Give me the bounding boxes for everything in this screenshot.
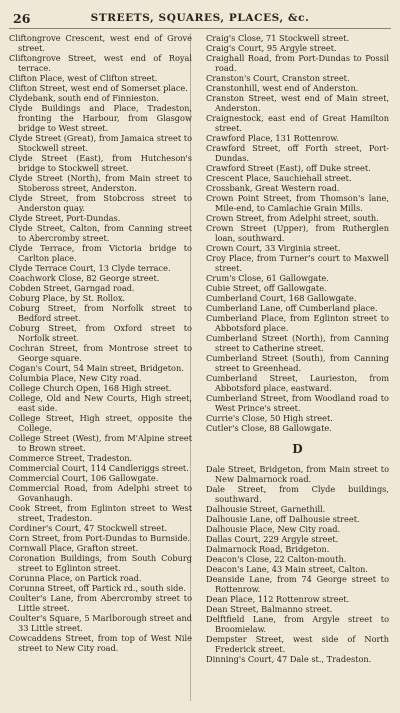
street-entry: Dempster Street, west side of North Frederick street. — [206, 634, 389, 654]
street-entry: Cobden Street, Garngad road. — [9, 283, 135, 293]
street-entry: Coburg Street, from Norfolk street to Bedford street. — [9, 303, 192, 323]
street-entry: Commercial Court, 114 Candleriggs street. — [9, 463, 189, 473]
street-entry: Deacon's Lane, 43 Main street, Calton. — [206, 564, 369, 574]
street-entry: Commercial Court, 106 Gallowgate. — [9, 473, 159, 483]
street-entry: Crossbank, Great Western road. — [206, 183, 340, 193]
street-entry: Delftfield Lane, from Argyle street to Broomielaw. — [206, 614, 389, 634]
right-column-top — [206, 33, 389, 433]
street-entry: Dalhousie Lane, off Dalhousie street. — [206, 514, 360, 524]
street-entry: Cliftongrove Street, west end of Royal terrace. — [9, 53, 192, 73]
street-entry: Clyde Terrace, from Victoria bridge to Carlton place. — [9, 243, 192, 263]
right-column — [206, 33, 389, 707]
street-entry: Clyde Street (East), from Hutcheson's bridge to Stockwell street. — [9, 153, 192, 173]
street-entry: Dean Street, Balmanno street. — [206, 604, 333, 614]
street-entry: Cliftongrove Crescent, west end of Grove street. — [9, 33, 192, 53]
street-entry: Cubie Street, off Gallowgate. — [206, 283, 327, 293]
street-entry: Cutler's Close, 88 Gallowgate. — [206, 423, 332, 433]
street-entry: Cumberland Lane, off Cumberland place. — [206, 303, 378, 313]
street-entry: Clyde Street (North), from Main street to Stobeross street, Anderston. — [9, 173, 192, 193]
street-entry: Cumberland Street (South), from Canning street to Greenhead. — [206, 353, 389, 373]
street-entry: Corn Street, from Port-Dundas to Burnside. — [9, 533, 191, 543]
street-entry: Cumberland Street, from Woodland road to West Prince's street. — [206, 393, 389, 413]
street-entry: Dalhousie Street, Garnethill. — [206, 504, 326, 514]
street-entry: Corunna Place, on Partick road. — [9, 573, 142, 583]
street-entry: Cordiner's Court, 47 Stockwell street. — [9, 523, 168, 533]
street-entry: Coburg Street, from Oxford street to Norfolk street. — [9, 323, 192, 343]
street-entry: Clyde Street, Port-Dundas. — [9, 213, 121, 223]
street-entry: Clifton Street, west end of Somerset place. — [9, 83, 188, 93]
right-column-bottom — [206, 464, 389, 664]
street-entry: Dalhousie Place, New City road. — [206, 524, 341, 534]
street-entry: Crawford Street (East), off Duke street. — [206, 163, 371, 173]
street-entry: Coronation Buildings, from South Coburg street to Eglinton street. — [9, 553, 192, 573]
street-entry: Crown Street (Upper), from Rutherglen loan, southward. — [206, 223, 389, 243]
street-entry: Dinning's Court, 47 Dale st., Tradeston. — [206, 654, 372, 664]
street-entry: Clyde Buildings and Place, Tradeston, fronting the Harbour, from Glasgow bridge to West street. — [9, 103, 192, 133]
street-entry: Crum's Close, 61 Gallowgate. — [206, 273, 329, 283]
street-entry: Crawford Place, 131 Rottenrow. — [206, 133, 339, 143]
street-entry: Deanside Lane, from 74 George street to Rottenrow. — [206, 574, 389, 594]
street-entry: Clyde Street, from Stobcross street to Anderston quay. — [9, 193, 192, 213]
street-entry: Craig's Close, 71 Stockwell street. — [206, 33, 350, 43]
street-entry: College, Old and New Courts, High street, east side. — [9, 393, 192, 413]
street-entry: Commercial Road, from Adelphi street to Govanhaugh. — [9, 483, 192, 503]
street-entry: Coachwork Close, 82 George street. — [9, 273, 160, 283]
page-number: 26 — [13, 11, 31, 26]
section-letter: D — [292, 442, 303, 456]
street-entry: Craig's Court, 95 Argyle street. — [206, 43, 337, 53]
street-entry: Crescent Place, Sauchiehall street. — [206, 173, 352, 183]
street-entry: Dallas Court, 229 Argyle street. — [206, 534, 339, 544]
street-entry: Corunna Street, off Partick rd., south side. — [9, 583, 186, 593]
street-entry: Coulter's Square, 5 Marlborough street and 33 Little street. — [9, 613, 192, 633]
street-entry: Cumberland Court, 168 Gallowgate. — [206, 293, 357, 303]
page-header — [9, 8, 391, 29]
street-entry: Crown Court, 33 Virginia street. — [206, 243, 341, 253]
street-entry: College Street (West), from M'Alpine street to Brown street. — [9, 433, 192, 453]
street-entry: Clifton Place, west of Clifton street. — [9, 73, 158, 83]
street-entry: Crawford Street, off Forth street, Port-Dundas. — [206, 143, 389, 163]
street-entry: Dale Street, from Clyde buildings, southward. — [206, 484, 389, 504]
street-entry: Cochran Street, from Montrose street to George square. — [9, 343, 192, 363]
street-entry: Clyde Street, Calton, from Canning street to Abercromby street. — [9, 223, 192, 243]
street-entry: Dalmarnock Road, Bridgeton. — [206, 544, 330, 554]
street-entry: Cogan's Court, 54 Main street, Bridgeton. — [9, 363, 184, 373]
street-entry: Deacon's Close, 22 Calton-mouth. — [206, 554, 347, 564]
street-entry: Coulter's Lane, from Abercromby street to Little street. — [9, 593, 192, 613]
street-entry: Commerce Street, Tradeston. — [9, 453, 133, 463]
street-entry: Cook Street, from Eglinton street to West street, Tradeston. — [9, 503, 192, 523]
street-entry: Coburg Place, by St. Rollox. — [9, 293, 126, 303]
street-entry: Crown Street, from Adelphi street, south. — [206, 213, 379, 223]
street-entry: Cornwall Place, Grafton street. — [9, 543, 139, 553]
street-entry: Clyde Street (Great), from Jamaica street to Stockwell street. — [9, 133, 192, 153]
street-entry: Clyde Terrace Court, 13 Clyde terrace. — [9, 263, 171, 273]
street-entry: Cumberland Place, from Eglinton street to Abbotsford place. — [206, 313, 389, 333]
street-entry: Dean Place, 112 Rottenrow street. — [206, 594, 350, 604]
street-entry: College Street, High street, opposite the College. — [9, 413, 192, 433]
street-entry: Columbia Place, New City road. — [9, 373, 142, 383]
left-column — [9, 33, 192, 707]
street-entry: Cranston's Court, Cranston street. — [206, 73, 350, 83]
street-entry: Craighall Road, from Port-Dundas to Possil road. — [206, 53, 389, 73]
street-entry: Cranston Street, west end of Main street, Anderston. — [206, 93, 389, 113]
street-entry: Crown Point Street, from Thomson's lane, Mile-end, to Camlachie Grain Mills. — [206, 193, 389, 213]
street-entry: Cumberland Street, Laurieston, from Abbotsford place, eastward. — [206, 373, 389, 393]
street-entry: Dale Street, Bridgeton, from Main street to New Dalmarnock road. — [206, 464, 389, 484]
street-entry: Currie's Close, 50 High street. — [206, 413, 333, 423]
street-entry: Cumberland Street (North), from Canning street to Catherine street. — [206, 333, 389, 353]
street-entry: Croy Place, from Turner's court to Maxwell street. — [206, 253, 389, 273]
street-entry: Cranstonhill, west end of Anderston. — [206, 83, 359, 93]
street-entry: Cowcaddens Street, from top of West Nile street to New City road. — [9, 633, 192, 653]
running-head: STREETS, SQUARES, PLACES, &c. — [90, 12, 310, 24]
street-entry: Clydebank, south end of Finnieston. — [9, 93, 159, 103]
street-entry: Craignestock, east end of Great Hamilton street. — [206, 113, 389, 133]
columns — [9, 33, 391, 707]
street-entry: College Church Open, 168 High street. — [9, 383, 172, 393]
